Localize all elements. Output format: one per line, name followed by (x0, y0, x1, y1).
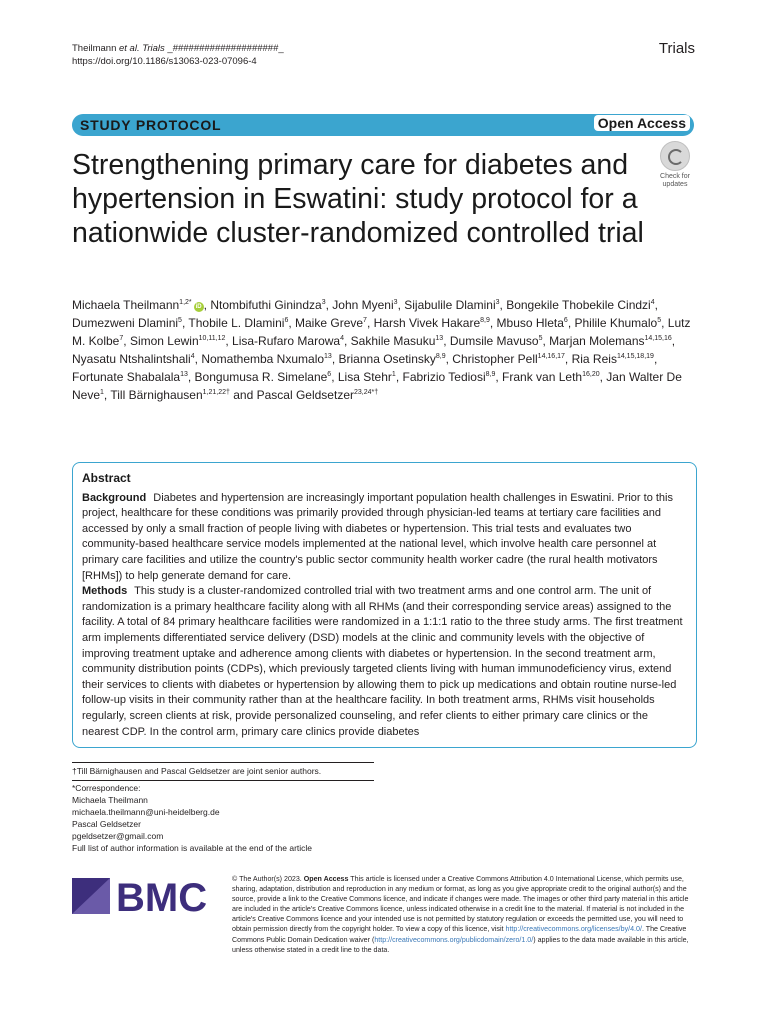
author-name: Mbuso Hleta (496, 316, 564, 330)
affiliation-superscript: 13 (324, 353, 332, 360)
abstract-heading: Abstract (82, 471, 131, 485)
author-name: Jan Walter De Neve (72, 370, 682, 402)
article-type-label: STUDY PROTOCOL (80, 117, 222, 133)
affiliation-superscript: 1,21,22† (202, 389, 230, 396)
affiliation-superscript: 8,9 (485, 371, 496, 378)
affiliation-superscript: 1,2* (179, 299, 192, 306)
affiliation-superscript: 1 (391, 371, 396, 378)
doi-link[interactable]: https://doi.org/10.1186/s13063-023-07096-4 (72, 56, 257, 67)
affiliation-superscript: 5 (178, 317, 182, 324)
author-name: Maike Greve (295, 316, 364, 330)
author-name: Christopher Pell (452, 352, 538, 366)
affiliation-superscript: 4 (190, 353, 195, 360)
affiliation-superscript: 10,11,12 (198, 335, 226, 342)
affiliation-superscript: 6 (284, 317, 289, 324)
contact-email[interactable]: michaela.theilmann@uni-heidelberg.de (72, 807, 220, 817)
author-name: Lutz M. Kolbe (72, 316, 691, 348)
affiliation-superscript: 14,15,18,19 (616, 353, 654, 360)
author-name: Fabrizio Tediosi (402, 370, 486, 384)
footnote-divider (72, 762, 374, 763)
author-name: Ria Reis (571, 352, 617, 366)
author-name: Lisa Stehr (337, 370, 392, 384)
footnote-divider-2 (72, 780, 374, 781)
affiliation-superscript: 7 (363, 317, 367, 324)
abstract-box (72, 462, 697, 748)
affiliation-superscript: 5 (538, 335, 543, 342)
author-name: Nomathemba Nxumalo (201, 352, 325, 366)
contact-name: Michaela Theilmann (72, 795, 148, 805)
author-name: Dumsile Mavuso (449, 334, 539, 348)
citation: Theilmann et al. Trials _####################_ (72, 43, 284, 54)
affiliation-superscript: 3 (393, 299, 398, 306)
author-name: Till Bärnighausen (110, 388, 203, 402)
cc-by-license-link[interactable]: http://creativecommons.org/licenses/by/4.0/ (505, 925, 642, 934)
article-type-banner (72, 114, 694, 136)
affiliations-note: Full list of author information is available at the end of the article (72, 843, 313, 853)
affiliation-superscript: 23,24*† (354, 389, 379, 396)
author-name: Nyasatu Ntshalintshali (72, 352, 191, 366)
check-for-updates-icon (660, 141, 690, 171)
affiliation-superscript: 3 (495, 299, 500, 306)
author-name: Pascal Geldsetzer (256, 388, 354, 402)
author-name: Brianna Osetinsky (338, 352, 436, 366)
author-list: Michaela Theilmann$^{1,2*}$iD , Ntombifuthi Ginindza$^3$, John Myeni$^3$, Sijabulile Dlamini$^3$, Bongekile Thobekile Cindzi$^4$, Dumezweni Dlamini$^5$, Thobile L. Dlamini$^6$, Maike Greve$^7$, Harsh Vivek Hakare$^{8,9}$, Mbuso Hleta$^6$, Philile Khumalo$^5$, Lutz M. Kolbe$^7$, Simon Lewin$^{10,11,12}$, Lisa-Rufaro Marowa$^4$, Sakhile Masuku$^{13}$, Dumsile Mavuso$^5$, Marjan Molemans$^{14,15,16}$, Nyasatu Ntshalintshali$^4$, Nomathemba Nxumalo$^{13}$, Brianna Osetinsky$^{8,9}$, Christopher Pell$^{14,16,17}$, Ria Reis$^{14,15,18,19}$, Fortunate Shabalala$^{13}$, Bongumusa R. Simelane$^6$, Lisa Stehr$^1$, Fabrizio Tediosi$^{8,9}$, Frank van Leth$^{16,20}$, Jan Walter De Neve$^1$, Till Bärnighausen$^{1,21,22\dagger}$ and Pascal Geldsetzer$^{23,24*\dagger}$ (72, 298, 691, 402)
affiliation-superscript: 1 (100, 389, 104, 396)
methods-label: Methods (82, 585, 128, 598)
background-label: Background (82, 491, 147, 504)
author-name: Bongumusa R. Simelane (194, 370, 328, 384)
author-name: Fortunate Shabalala (72, 370, 181, 384)
bmc-logo-text: BMC (116, 876, 208, 916)
abstract-methods: Methods This study is a cluster-randomized controlled trial with two treatment arms and one control arm. The unit of randomization is a primary healthcare facility along with all RHMs (and their corresponding service areas) assigned to the facility. A total of 84 primary healthcare facilities were randomized in a 1:1:1 ratio to the three study arms. The first treatment arm implements differentiated service delivery (DSD) models at the clinic and community levels with the objective of improving treatment uptake and adherence among clients with diabetes or hypertension. In the second treatment arm, community distribution points (CDPs), which previously targeted clients living with human immunodeficiency virus, extend their services to clients with diabetes or hypertension by allowing them to pick up medications and obtain routine nurse-led follow-up visits in their community rather than at the healthcare facility. In both treatment arms, RHMs visit households regularly, screen clients at risk, provide personalized counseling, and refer clients to either primary care clinics or the nearest CDP. In the control arm, primary care clinics provide diabetes (82, 585, 683, 738)
author-name: Thobile L. Dlamini (188, 316, 285, 330)
open-access-label: Open Access (594, 115, 690, 131)
author-name: Frank van Leth (502, 370, 583, 384)
author-name: Ntombifuthi Ginindza (210, 298, 322, 312)
affiliation-superscript: 7 (119, 335, 124, 342)
author-name: Philile Khumalo (574, 316, 658, 330)
contact-name: Pascal Geldsetzer (72, 819, 141, 829)
affiliation-superscript: 6 (563, 317, 568, 324)
affiliation-superscript: 13 (180, 371, 188, 378)
author-name: Sijabulile Dlamini (404, 298, 496, 312)
journal-name: Trials (658, 40, 695, 57)
license-statement: © The Author(s) 2023. Open Access This article is licensed under a Creative Commons Attribution 4.0 International License, which permits use, sharing, adaptation, distribution and reproduction in any medium or format, as long as you give appropriate credit to the original author(s) and the source, provide a link to the Creative Commons licence, and indicate if changes were made. The images or other third party material in this article are included in the article's Creative Commons licence, unless indicated otherwise in a credit line to the material. If material is not included in the article's Creative Commons licence and your intended use is not permitted by statutory regulation or exceeds the permitted use, you will need to obtain permission directly from the copyright holder. To view a copy of this licence, visit http://creativecommons.org/licenses/by/4.0/. The Creative Commons Public Domain Dedication waiver (http://creativecommons.org/publicdomain/zero/1.0/) applies to the data made available in this article, unless otherwise stated in a credit line to the data. (232, 875, 689, 954)
abstract-background: Background Diabetes and hypertension are increasingly important population health challenges in Eswatini. Prior to this project, healthcare for these conditions was primarily provided through physician-led teams at tertiary care facilities and accessed by only a small fraction of people living with diabetes or hypertension. This trial tests and evaluates two community-based healthcare service models implemented at the national level, which involve health care personnel at primary care facilities and utilize the country's public sector community health worker cadre (the rural health motivators [RHMs]) to help generate demand for care. (82, 491, 673, 582)
author-name: Harsh Vivek Hakare (373, 316, 481, 330)
affiliation-superscript: 13 (435, 335, 444, 342)
orcid-icon[interactable]: iD (195, 304, 202, 310)
article-title: Strengthening primary care for diabetes and hypertension in Eswatini: study protocol for a nationwide cluster-randomized controlled trial (72, 149, 644, 249)
bmc-logo (72, 876, 216, 916)
author-name: Dumezweni Dlamini (72, 316, 179, 330)
affiliation-superscript: 8,9 (435, 353, 446, 360)
affiliation-superscript: 14,16,17 (537, 353, 565, 360)
correspondence-block: *Correspondence: Michaela Theilmann michaela.theilmann@uni-heidelberg.de Pascal Geldsetzer pgeldsetzer@gmail.com Full list of author information is available at the end of the article (72, 782, 382, 854)
author-name: Marjan Molemans (549, 334, 645, 348)
joint-authorship-note: †Till Bärnighausen and Pascal Geldsetzer are joint senior authors. (72, 766, 322, 776)
affiliation-superscript: 14,15,16 (644, 335, 672, 342)
cc-zero-waiver-link[interactable]: http://creativecommons.org/publicdomain/zero/1.0/ (374, 935, 534, 944)
affiliation-superscript: 4 (340, 335, 344, 342)
affiliation-superscript: 3 (321, 299, 326, 306)
author-name: Lisa-Rufaro Marowa (232, 334, 341, 348)
author-name: Sakhile Masuku (350, 334, 436, 348)
author-name: Michaela Theilmann (72, 298, 180, 312)
contact-email[interactable]: pgeldsetzer@gmail.com (72, 831, 164, 841)
affiliation-superscript: 4 (650, 299, 655, 306)
affiliation-superscript: 16,20 (582, 371, 600, 378)
running-header (72, 42, 284, 68)
author-name: John Myeni (332, 298, 394, 312)
author-name: Simon Lewin (129, 334, 199, 348)
affiliation-superscript: 8,9 (480, 317, 490, 324)
check-for-updates-badge[interactable]: Check for updates (655, 141, 695, 189)
affiliation-superscript: 6 (327, 371, 332, 378)
author-name: Bongekile Thobekile Cindzi (506, 298, 651, 312)
affiliation-superscript: 5 (657, 317, 662, 324)
